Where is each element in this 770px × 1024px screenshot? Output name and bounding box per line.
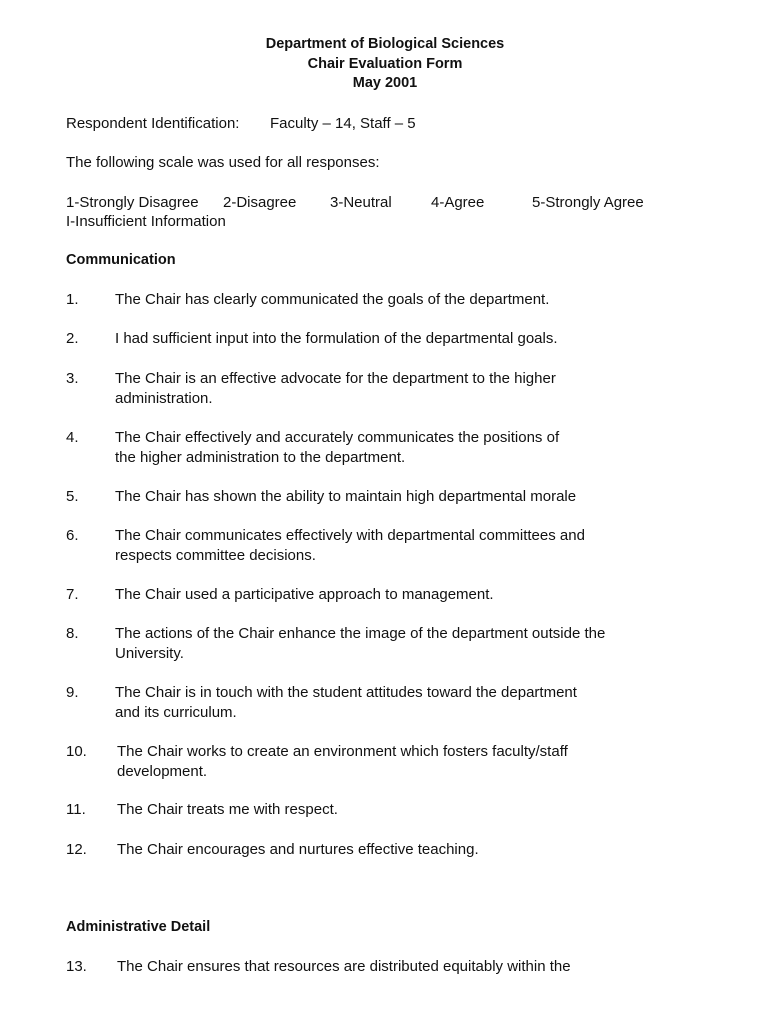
item-text-line: The Chair ensures that resources are distributed equitably within the: [117, 958, 571, 975]
item-number: 7.: [66, 586, 79, 603]
item-text: [115, 487, 705, 507]
item-number: 9.: [66, 684, 79, 701]
item-text-line: administration.: [115, 389, 213, 407]
item-text: [117, 957, 707, 977]
item-text: [115, 290, 705, 310]
item-text-line: I had sufficient input into the formulation of the departmental goals.: [115, 330, 558, 347]
respondent-label: Respondent Identification:: [66, 115, 240, 132]
item-text-line: The Chair works to create an environment which fosters faculty/staff: [117, 743, 568, 760]
item-number: 2.: [66, 330, 79, 347]
item-text: [115, 624, 705, 663]
item-text: [117, 840, 707, 860]
scale-legend: [66, 193, 706, 213]
form-date: May 2001: [352, 75, 418, 91]
item-number: 1.: [66, 291, 79, 308]
item-number: 11.: [66, 801, 86, 818]
item-text: [115, 329, 705, 349]
scale-intro: The following scale was used for all responses:: [66, 154, 380, 171]
item-number: 12.: [66, 841, 87, 858]
scale-insufficient-information: I-Insufficient Information: [66, 213, 226, 230]
respondent-value: Faculty – 14, Staff – 5: [270, 115, 416, 132]
item-number: 3.: [66, 370, 79, 387]
document-header: [0, 35, 770, 94]
department-title: Department of Biological Sciences: [265, 36, 505, 52]
item-text-line: The Chair used a participative approach to management.: [115, 586, 494, 603]
item-text-line: and its curriculum.: [115, 703, 237, 721]
item-text: [115, 428, 705, 467]
item-text-line: respects committee decisions.: [115, 546, 316, 564]
item-text-line: development.: [117, 762, 208, 780]
item-text-line: The Chair has shown the ability to maintain high departmental morale: [115, 488, 577, 505]
item-text: [115, 526, 705, 565]
item-text-line: The Chair treats me with respect.: [117, 801, 338, 818]
scale-strongly-agree: 5-Strongly Agree: [532, 194, 644, 211]
scale-agree: 4-Agree: [431, 194, 485, 211]
item-number: 5.: [66, 488, 79, 505]
item-text-line: The Chair has clearly communicated the goals of the department.: [115, 291, 550, 308]
item-text: [115, 585, 705, 605]
item-text: [115, 683, 705, 722]
item-number: 10.: [66, 743, 87, 760]
scale-strongly-disagree: 1-Strongly Disagree: [66, 194, 199, 211]
item-text-line: University.: [115, 644, 184, 662]
item-number: 6.: [66, 527, 79, 544]
item-text-line: The actions of the Chair enhance the image of the department outside the: [115, 625, 606, 642]
item-text-line: The Chair effectively and accurately communicates the positions of: [115, 429, 560, 446]
item-text: [117, 800, 707, 820]
item-text-line: The Chair is an effective advocate for the department to the higher: [115, 370, 556, 387]
scale-disagree: 2-Disagree: [223, 194, 297, 211]
item-text: [115, 369, 705, 408]
form-title: Chair Evaluation Form: [307, 55, 463, 72]
section-heading-administrative-detail: Administrative Detail: [66, 919, 211, 935]
item-text-line: The Chair encourages and nurtures effective teaching.: [117, 841, 479, 858]
item-text-line: the higher administration to the department.: [115, 448, 406, 466]
item-text: [117, 742, 707, 781]
scale-neutral: 3-Neutral: [330, 194, 392, 211]
section-heading-communication: Communication: [66, 252, 176, 268]
item-text-line: The Chair is in touch with the student attitudes toward the department: [115, 684, 577, 701]
item-number: 13.: [66, 958, 87, 975]
respondent-identification: [66, 114, 706, 134]
item-number: 4.: [66, 429, 79, 446]
item-text-line: The Chair communicates effectively with departmental committees and: [115, 527, 585, 544]
item-number: 8.: [66, 625, 79, 642]
